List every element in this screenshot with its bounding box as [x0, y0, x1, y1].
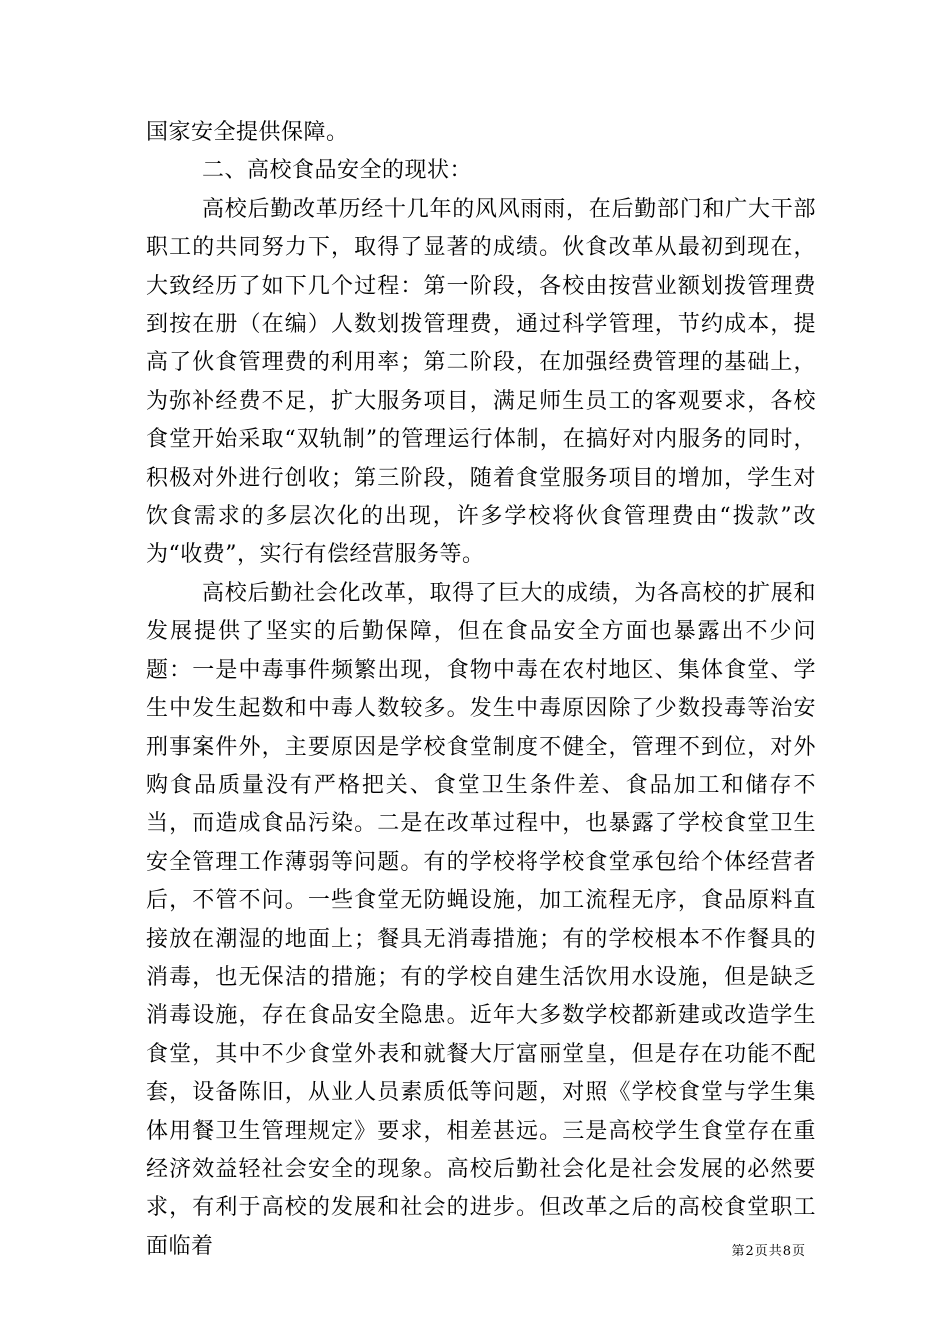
document-body: [146, 114, 816, 1266]
section-heading: 二、高校食品安全的现状：: [202, 158, 473, 184]
paragraph-reform-history: 高校后勤改革历经十几年的风风雨雨，在后勤部门和广大干部职工的共同努力下，取得了显著的成绩。伙食改革从最初到现在，大致经历了如下几个过程：第一阶段，各校由按营业额划拨管理费到按在册（在编）人数划拨管理费，通过科学管理，节约成本，提高了伙食管理费的利用率；第二阶段，在加强经费管理的基础上，为弥补经费不足，扩大服务项目，满足师生员工的客观要求，各校食堂开始采取“双轨制”的管理运行体制，在搞好对内服务的同时，积极对外进行创收；第三阶段，随着食堂服务项目的增加，学生对饮食需求的多层次化的出现，许多学校将伙食管理费由“拨款”改为“收费”，实行有偿经营服务等。: [146, 196, 816, 568]
paragraph-safety-problems: 高校后勤社会化改革，取得了巨大的成绩，为各高校的扩展和发展提供了坚实的后勤保障，但在食品安全方面也暴露出不少问题：一是中毒事件频繁出现，食物中毒在农村地区、集体食堂、学生中发生起数和中毒人数较多。发生中毒原因除了少数投毒等治安刑事案件外，主要原因是学校食堂制度不健全，管理不到位，对外购食品质量没有严格把关、食堂卫生条件差、食品加工和储存不当，而造成食品污染。二是在改革过程中，也暴露了学校食堂卫生安全管理工作薄弱等问题。有的学校将学校食堂承包给个体经营者后，不管不问。一些食堂无防蝇设施，加工流程无序，食品原料直接放在潮湿的地面上；餐具无消毒措施；有的学校根本不作餐具的消毒，也无保洁的措施；有的学校自建生活饮用水设施，但是缺乏消毒设施，存在食品安全隐患。近年大多数学校都新建或改造学生食堂，其中不少食堂外表和就餐大厅富丽堂皇，但是存在功能不配套，设备陈旧，从业人员素质低等问题，对照《学校食堂与学生集体用餐卫生管理规定》要求，相差甚远。三是高校学生食堂存在重经济效益轻社会安全的现象。高校后勤社会化是社会发展的必然要求，有利于高校的发展和社会的进步。但改革之后的高校食堂职工面临着: [146, 580, 816, 1259]
paragraph-continuation: 国家安全提供保障。: [146, 120, 349, 145]
page-number: 第2页共8页: [731, 1244, 806, 1259]
